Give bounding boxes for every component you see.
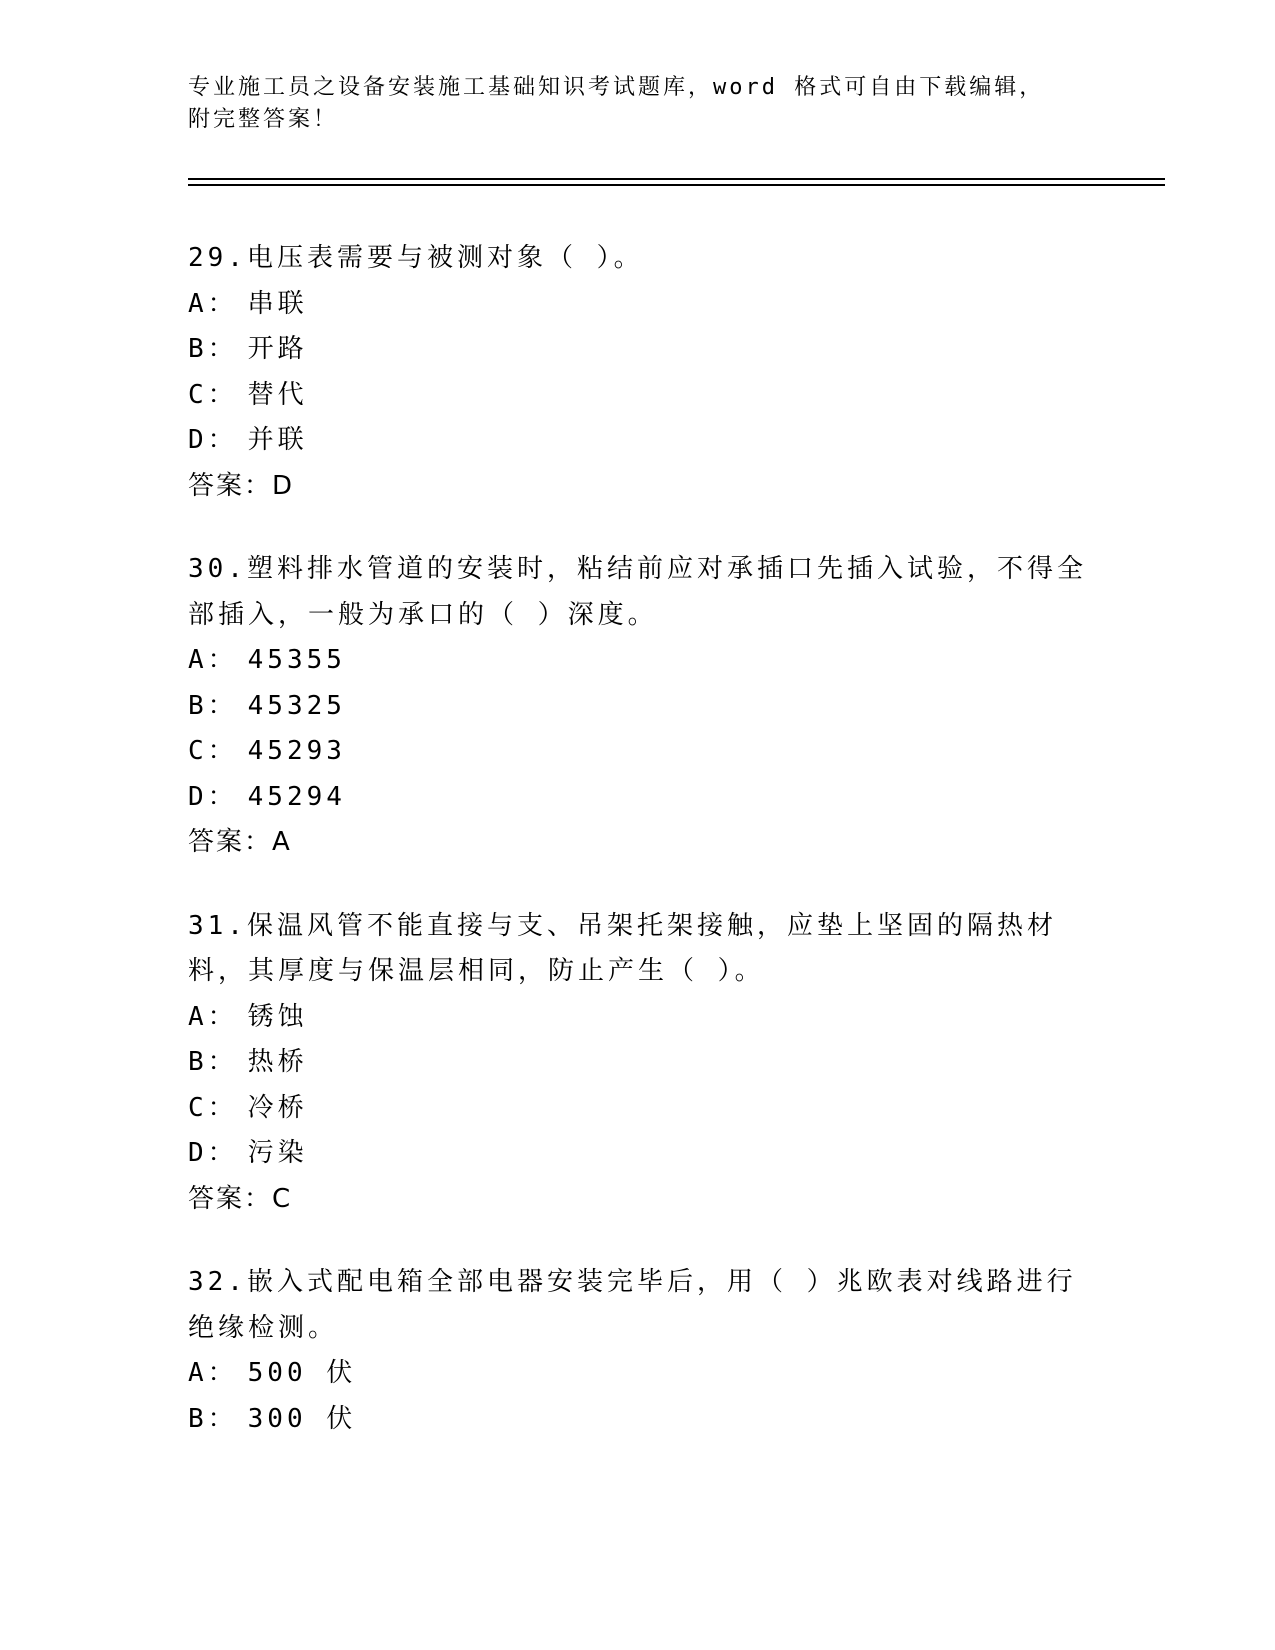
option-letter: A： (188, 288, 238, 319)
option-letter: C： (188, 736, 238, 766)
option-text: 500 伏 (247, 1358, 357, 1388)
option-text: 替代 (247, 379, 308, 410)
option-letter: B： (188, 1403, 238, 1434)
option-c (188, 1086, 1088, 1132)
question-stem: 29.电压表需要与被测对象（ ）。 (188, 243, 644, 273)
option-a (188, 282, 1088, 328)
option-letter: A： (188, 645, 238, 675)
option-a (188, 1351, 1088, 1397)
option-a (188, 638, 1088, 684)
option-d (188, 1131, 1088, 1177)
question-stem: 32.嵌入式配电箱全部电器安装完毕后，用（ ）兆欧表对线路进行绝缘检测。 (188, 1267, 1077, 1343)
option-c (188, 373, 1088, 419)
answer-line: 答案：C (188, 1183, 293, 1214)
option-letter: C： (188, 1092, 238, 1123)
question-29 (188, 236, 1088, 509)
option-text: 45294 (247, 781, 346, 812)
option-letter: A： (188, 1001, 238, 1032)
option-text: 污染 (247, 1138, 308, 1168)
question-30 (188, 547, 1088, 866)
option-letter: C： (188, 379, 238, 410)
question-32 (188, 1260, 1088, 1442)
option-letter: B： (188, 334, 238, 364)
option-letter: B： (188, 690, 238, 721)
option-text: 锈蚀 (247, 1001, 308, 1032)
question-list (188, 236, 1088, 1480)
option-text: 串联 (247, 288, 308, 319)
option-text: 300 伏 (247, 1403, 357, 1434)
option-b (188, 1040, 1088, 1086)
option-d (188, 418, 1088, 464)
option-text: 45355 (247, 645, 346, 675)
header-rule-top (188, 178, 1165, 180)
option-b (188, 327, 1088, 373)
option-letter: D： (188, 425, 238, 455)
option-text: 热桥 (247, 1047, 308, 1077)
answer-line: 答案：D (188, 470, 295, 501)
option-c (188, 729, 1088, 775)
option-letter: D： (188, 1138, 238, 1168)
option-d (188, 775, 1088, 821)
option-text: 45325 (247, 690, 346, 721)
option-letter: B： (188, 1047, 238, 1077)
option-text: 45293 (247, 736, 346, 766)
option-b (188, 1397, 1088, 1443)
question-stem: 31.保温风管不能直接与支、吊架托架接触，应垫上坚固的隔热材料，其厚度与保温层相同，防止产生（ ）。 (188, 910, 1057, 986)
answer-line: 答案：A (188, 827, 292, 857)
option-b (188, 684, 1088, 730)
question-31 (188, 904, 1088, 1223)
option-text: 并联 (247, 425, 308, 455)
option-text: 冷桥 (247, 1092, 308, 1123)
option-text: 开路 (247, 334, 308, 364)
document-header: 专业施工员之设备安装施工基础知识考试题库，word 格式可自由下载编辑，附完整答案！ (188, 75, 1045, 132)
option-letter: A： (188, 1358, 238, 1388)
option-letter: D： (188, 781, 238, 812)
header-rule-bottom (188, 184, 1165, 186)
question-stem: 30.塑料排水管道的安装时，粘结前应对承插口先插入试验，不得全部插入，一般为承口的（ ）深度。 (188, 554, 1087, 630)
option-a (188, 995, 1088, 1041)
